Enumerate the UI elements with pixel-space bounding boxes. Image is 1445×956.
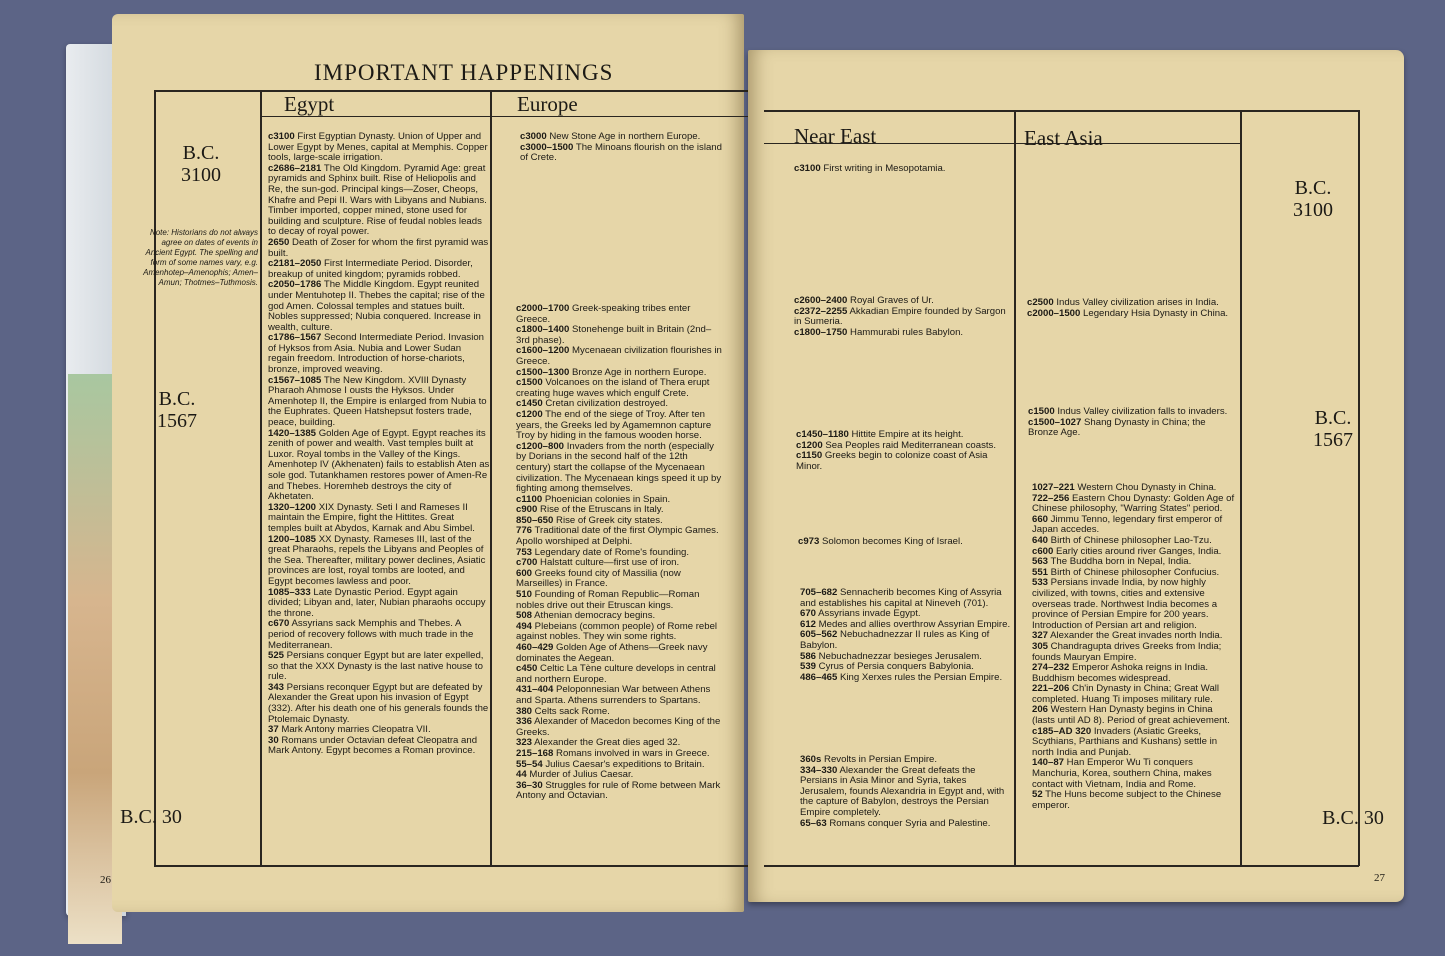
- entry-date: c1200: [516, 408, 543, 420]
- table-bottom-rule: [764, 865, 1359, 867]
- entry-date: 539: [800, 661, 817, 673]
- entry-date: 551: [1032, 566, 1049, 578]
- entry-date: 30: [268, 734, 279, 746]
- entry-text: Cyrus of Persia conquers Babylonia.: [816, 661, 974, 673]
- entry-text: Mycenaean civilization flourishes in Greece.: [516, 345, 722, 367]
- entry-text: Rise of Greek city states.: [553, 514, 663, 526]
- entry-text: Indus Valley civilization falls to invaders.: [1054, 406, 1228, 417]
- entry-date: 525: [268, 650, 285, 662]
- entry-date: 753: [516, 546, 533, 558]
- column-divider: [1014, 110, 1016, 866]
- entry-date: c2000–1700: [516, 303, 570, 314]
- entry-date: 460–429: [516, 642, 554, 653]
- entry-date: c1800–1750: [794, 326, 848, 338]
- entry-text: The New Kingdom. XVIII Dynasty Pharaoh Ahmose I ousts the Hyksos. Under Amenhotep II, the Empire is enlarged from Nubia to the Euphrates. Queen Hatshepsut fosters trade, peace, building.: [268, 374, 487, 429]
- era-label: B.C. 30: [1322, 807, 1384, 829]
- entry-text: Romans under Octavian defeat Cleopatra and Mark Antony. Egypt becomes a Roman province.: [268, 734, 478, 757]
- timeline-entry: [796, 451, 1010, 472]
- entry-date: c1500: [516, 377, 543, 389]
- table-top-rule: [154, 90, 748, 92]
- entry-date: 510: [516, 589, 533, 601]
- entry-text: Greeks found city of Massilia (now Marseilles) in France.: [516, 567, 681, 590]
- entry-text: First Intermediate Period. Disorder, breakup of united kingdom; pyramids robbed.: [268, 258, 473, 280]
- entry-date: c3000: [520, 131, 547, 142]
- entry-text: Invaders from the north (especially by Dorians in the second half of the 12th century) start the collapse of the Mycenaean civilization. The Mycenaean kings speed it up by fighting among themselves.: [516, 440, 722, 495]
- page-number: 27: [1374, 872, 1385, 884]
- timeline-entry: [516, 664, 724, 685]
- entry-date: 1320–1200: [268, 501, 317, 513]
- entry-date: 52: [1032, 789, 1043, 801]
- timeline-entry: [1032, 494, 1238, 515]
- entry-date: c2686–2181: [268, 162, 322, 174]
- entry-text: Julius Caesar's expeditions to Britain.: [542, 758, 705, 770]
- timeline-entry: [516, 410, 724, 442]
- entry-text: Sea Peoples raid Mediterranean coasts.: [822, 439, 997, 451]
- entry-date: 274–232: [1032, 662, 1070, 674]
- entry-date: 327: [1032, 630, 1049, 642]
- column-header-europe: Europe: [517, 92, 578, 116]
- entry-date: c1567–1085: [268, 374, 322, 386]
- timeline-entry: [794, 164, 1008, 175]
- entry-date: c1600–1200: [516, 345, 570, 357]
- timeline-entry: [516, 643, 724, 664]
- column-header-egypt: Egypt: [284, 92, 335, 116]
- entry-date: c2050–1786: [268, 279, 322, 291]
- entry-date: 776: [516, 525, 533, 537]
- entry-date: 360s: [800, 754, 822, 765]
- timeline-entry: [1032, 515, 1238, 536]
- entry-text: Phoenician colonies in Spain.: [542, 493, 671, 505]
- entry-text: King Xerxes rules the Persian Empire.: [837, 671, 1003, 683]
- timeline-entry: [516, 622, 724, 643]
- column-header-near-east: Near East: [794, 124, 877, 148]
- entry-text: First Egyptian Dynasty. Union of Upper and Lower Egypt by Menes, capital at Memphis. Copper tools, large-scale irrigation.: [268, 131, 488, 164]
- entry-text: Greek-speaking tribes enter Greece.: [516, 303, 691, 325]
- entry-text: Second Intermediate Period. Invasion of Hyksos from Asia. Nubia and Lower Sudan regain freedom. Introduction of horse-chariots, bronze, improved weaving.: [268, 332, 485, 376]
- entry-text: Assyrians sack Memphis and Thebes. A period of recovery follows with much trade in the Mediterranean.: [268, 618, 474, 651]
- timeline-entry: [268, 238, 490, 259]
- timeline-entry: [516, 717, 724, 738]
- timeline-entry: [268, 683, 490, 725]
- europe-events: [516, 304, 724, 802]
- entry-date: 1085–333: [268, 586, 311, 598]
- timeline-entry: [268, 736, 490, 757]
- entry-date: c3100: [794, 163, 821, 174]
- timeline-entry: [516, 590, 724, 611]
- historian-note: Note: Historians do not always agree on dates of events in Ancient Egypt. The spelling and form of some names vary, e.g. Amenhotep–Amenophis; Amen–Amun; Thotmes–Tuthmosis.: [143, 228, 258, 287]
- entry-date: 334–330: [800, 764, 838, 776]
- entry-text: Golden Age of Egypt. Egypt reaches its zenith of power and wealth. Vast temples built at Luxor. Royal tombs in the Valley of the Kings. Amenhotep IV (Akhenaten) fails to establish Aten as sole god. Tutankhamen restores power of Amen-Re and Thebes. Horemheb destroys the city of Akhetaten.: [268, 427, 490, 503]
- entry-text: Alexander the Great invades north India.: [1048, 630, 1223, 642]
- near-east-events: [800, 755, 1014, 829]
- entry-date: 55–54: [516, 758, 543, 770]
- entry-text: Eastern Chou Dynasty: Golden Age of Chinese philosophy, "Warring States" period.: [1032, 492, 1235, 515]
- timeline-entry: [516, 442, 724, 495]
- timeline-entry: [1032, 642, 1238, 663]
- entry-date: c3000–1500: [520, 141, 574, 153]
- timeline-entry: [800, 588, 1014, 609]
- timeline-entry: [1032, 727, 1238, 759]
- entry-date: c1800–1400: [516, 324, 570, 336]
- entry-date: 36–30: [516, 779, 543, 791]
- entry-text: Founding of Roman Republic—Roman nobles drive out their Etruscan kings.: [516, 589, 700, 611]
- table-top-rule: [764, 110, 1358, 112]
- timeline-entry: [516, 378, 724, 399]
- timeline-entry: [798, 537, 1012, 548]
- east-asia-events: [1027, 298, 1235, 319]
- entry-text: Nebuchadnezzar besieges Jerusalem.: [816, 650, 982, 662]
- entry-text: Persians conquer Egypt but are later expelled, so that the XXX Dynasty is the last native house to rule.: [268, 650, 484, 683]
- entry-text: The Minoans flourish on the island of Crete.: [520, 141, 722, 164]
- entry-text: Alexander the Great defeats the Persians in Asia Minor and Syria, takes Jerusalem, founds Alexandria in Egypt and, with the capture of Babylon, destroys the Persian Empire completely.: [800, 764, 1005, 818]
- entry-date: 37: [268, 724, 279, 736]
- entry-date: 323: [516, 737, 533, 749]
- entry-text: Mark Antony marries Cleopatra VII.: [278, 724, 431, 736]
- timeline-entry: [268, 503, 490, 535]
- entry-date: 533: [1032, 577, 1049, 589]
- entry-date: c450: [516, 663, 538, 675]
- entry-date: 44: [516, 769, 527, 781]
- entry-text: Jimmu Tenno, legendary first emperor of Japan accedes.: [1032, 513, 1223, 536]
- entry-text: The end of the siege of Troy. After ten years, the Greeks led by Agamemnon capture Troy by hiding in the famous wooden horse.: [516, 408, 712, 442]
- entry-date: 206: [1032, 704, 1049, 716]
- era-label: B.C. 30: [120, 806, 182, 828]
- entry-text: Celtic La Tène culture develops in central and northern Europe.: [516, 663, 716, 685]
- page-heading: IMPORTANT HAPPENINGS: [314, 60, 614, 85]
- entry-text: Nebuchadnezzar II rules as King of Babylon.: [800, 629, 990, 651]
- entry-text: Alexander the Great dies aged 32.: [532, 737, 681, 749]
- timeline-entry: [516, 346, 724, 367]
- timeline-entry: [516, 781, 724, 802]
- timeline-entry: [1032, 663, 1238, 684]
- entry-date: c973: [798, 536, 820, 547]
- entry-text: Alexander of Macedon becomes King of the Greeks.: [516, 716, 721, 738]
- entry-text: Chandragupta drives Greeks from India; founds Mauryan Empire.: [1032, 640, 1222, 663]
- entry-text: Cretan civilization destroyed.: [542, 398, 668, 410]
- entry-text: Late Dynastic Period. Egypt again divided; Libyan and, later, Nubian pharaohs occupy the throne.: [268, 586, 486, 619]
- entry-date: c2372–2255: [794, 305, 848, 317]
- entry-date: c3100: [268, 131, 295, 142]
- entry-date: 380: [516, 705, 533, 717]
- entry-date: c1450: [516, 398, 543, 410]
- entry-text: Assyrians invade Egypt.: [816, 608, 921, 620]
- timeline-entry: [520, 143, 724, 164]
- timeline-entry: [1027, 309, 1235, 320]
- entry-date: 605–562: [800, 629, 838, 641]
- entry-date: 2650: [268, 236, 290, 248]
- entry-date: 215–168: [516, 747, 554, 759]
- column-divider: [490, 90, 492, 866]
- table-left-rule: [154, 90, 156, 866]
- entry-text: First writing in Mesopotamia.: [820, 163, 946, 174]
- entry-date: 65–63: [800, 817, 827, 829]
- entry-text: Stonehenge built in Britain (2nd–3rd phase).: [516, 324, 712, 346]
- entry-text: Early cities around river Ganges, India.: [1053, 545, 1222, 557]
- entry-date: 431–404: [516, 684, 554, 696]
- entry-date: 705–682: [800, 587, 838, 598]
- entry-text: Romans involved in wars in Greece.: [553, 747, 710, 759]
- entry-text: Invaders (Asiatic Greeks, Scythians, Parthians and Kushans) settle in north India and Punjab.: [1032, 725, 1218, 758]
- left-page: [100, 14, 744, 912]
- entry-text: The Middle Kingdom. Egypt reunited under Mentuhotep II. Thebes the capital; rise of the god Amen. Colossal temples and statues built. Nobles suppressed; Nubia conquered. Increase in wealth, culture.: [268, 279, 485, 333]
- entry-date: 640: [1032, 534, 1049, 546]
- entry-date: 343: [268, 681, 285, 693]
- entry-text: The Huns become subject to the Chinese emperor.: [1032, 789, 1222, 811]
- entry-text: Emperor Ashoka reigns in India. Buddhism becomes widespread.: [1032, 662, 1209, 684]
- entry-date: 660: [1032, 513, 1049, 525]
- entry-text: Traditional date of the first Olympic Games. Apollo worshiped at Delphi.: [516, 525, 719, 548]
- entry-date: c2000–1500: [1027, 307, 1081, 319]
- entry-date: 563: [1032, 556, 1049, 568]
- timeline-entry: [268, 280, 490, 333]
- timeline-entry: [1032, 790, 1238, 811]
- entry-date: 670: [800, 608, 817, 620]
- era-label: B.C. 1567: [157, 388, 197, 432]
- timeline-entry: [516, 325, 724, 346]
- entry-date: 612: [800, 618, 817, 630]
- entry-date: 221–206: [1032, 683, 1070, 695]
- entry-date: c1500–1300: [516, 366, 570, 378]
- entry-text: Shang Dynasty in China; the Bronze Age.: [1028, 416, 1206, 439]
- entry-text: Halstatt culture—first use of iron.: [537, 557, 680, 569]
- entry-text: Hammurabi rules Babylon.: [847, 326, 964, 338]
- entry-text: Akkadian Empire founded by Sargon in Sumeria.: [794, 305, 1006, 328]
- entry-date: 140–87: [1032, 757, 1065, 769]
- table-bottom-rule: [154, 865, 748, 867]
- timeline-entry: [1032, 578, 1238, 631]
- entry-date: 586: [800, 650, 817, 662]
- timeline-entry: [800, 819, 1014, 830]
- egypt-events: [268, 132, 490, 757]
- entry-date: 722–256: [1032, 492, 1070, 504]
- timeline-entry: [1032, 684, 1238, 705]
- timeline-entry: [268, 535, 490, 588]
- entry-text: Western Han Dynasty begins in China (lasts until AD 8). Period of great achievement.: [1032, 704, 1230, 727]
- entry-text: Legendary Hsia Dynasty in China.: [1080, 307, 1229, 319]
- entry-text: Struggles for rule of Rome between Mark Antony and Octavian.: [516, 779, 721, 802]
- entry-text: Hittite Empire at its height.: [848, 429, 964, 440]
- entry-date: c700: [516, 557, 538, 569]
- column-divider: [1240, 110, 1242, 866]
- entry-date: 336: [516, 716, 533, 728]
- timeline-entry: [1032, 758, 1238, 790]
- entry-date: c2500: [1027, 297, 1054, 308]
- entry-text: Athenian democracy begins.: [532, 610, 656, 622]
- entry-text: Persians reconquer Egypt but are defeated by Alexander the Great upon his invasion of Egypt (332). After his death one of his generals founds the Ptolemaic Dynasty.: [268, 681, 489, 725]
- east-asia-events: [1028, 407, 1236, 439]
- right-page: [748, 50, 1404, 902]
- entry-date: c2181–2050: [268, 258, 322, 270]
- table-right-rule: [1358, 110, 1360, 866]
- entry-text: Royal Graves of Ur.: [847, 295, 934, 306]
- entry-text: Han Emperor Wu Ti conquers Manchuria, Korea, southern China, makes contact with Vietnam, India and Rome.: [1032, 757, 1212, 790]
- timeline-entry: [800, 766, 1014, 819]
- page-number: 26: [100, 874, 111, 886]
- timeline-entry: [516, 685, 724, 706]
- timeline-entry: [800, 630, 1014, 651]
- entry-date: 486–465: [800, 671, 838, 683]
- entry-date: c1100: [516, 493, 543, 505]
- timeline-entry: [516, 526, 724, 547]
- column-header-east-asia: East Asia: [1024, 126, 1103, 150]
- entry-text: New Stone Age in northern Europe.: [546, 131, 701, 142]
- near-east-events: [798, 537, 1012, 548]
- entry-date: c600: [1032, 545, 1054, 557]
- timeline-entry: [268, 429, 490, 503]
- entry-date: c1200: [796, 439, 823, 451]
- entry-text: Medes and allies overthrow Assyrian Empire.: [816, 618, 1011, 630]
- era-label: B.C. 1567: [1313, 407, 1353, 451]
- column-divider: [260, 90, 262, 866]
- entry-date: c2600–2400: [794, 295, 848, 306]
- entry-text: Birth of Chinese philosopher Confucius.: [1048, 566, 1220, 578]
- timeline-entry: [1028, 418, 1236, 439]
- entry-date: c900: [516, 504, 538, 516]
- entry-text: Greeks begin to colonize coast of Asia Minor.: [796, 450, 988, 472]
- entry-date: 600: [516, 567, 533, 579]
- entry-date: c1786–1567: [268, 332, 322, 344]
- entry-text: Plebeians (common people) of Rome rebel against nobles. They win some rights.: [516, 620, 718, 643]
- entry-date: 1027–221: [1032, 482, 1075, 493]
- timeline-entry: [268, 259, 490, 280]
- timeline-entry: [268, 132, 490, 164]
- entry-text: Celts sack Rome.: [532, 705, 610, 717]
- entry-date: 305: [1032, 640, 1049, 652]
- entry-text: XX Dynasty. Rameses III, last of the great Pharaohs, repels the Libyans and Peoples of the Sea. Thereafter, military power declines, Asiatic provinces are lost, royal tombs are looted, and Egypt becomes lawless and poor.: [268, 533, 486, 587]
- entry-text: Persians invade India, by now highly civilized, with towns, cities and extensive overseas trade. Northwest India becomes a province of Persian Empire for 200 years. Introduction of Persian art and religion.: [1032, 577, 1218, 631]
- timeline-entry: [794, 328, 1008, 339]
- entry-date: c1200–800: [516, 440, 565, 452]
- entry-date: c1500: [1028, 406, 1055, 417]
- entry-text: Golden Age of Athens—Greek navy dominates the Aegean.: [516, 642, 708, 664]
- entry-date: c670: [268, 618, 290, 630]
- entry-text: Indus Valley civilization arises in India.: [1053, 297, 1219, 308]
- era-label: B.C. 3100: [1293, 177, 1333, 221]
- timeline-entry: [268, 164, 490, 238]
- entry-text: Sennacherib becomes King of Assyria and establishes his capital at Nineveh (701).: [800, 587, 1002, 609]
- entry-date: 508: [516, 610, 533, 622]
- era-label: B.C. 3100: [181, 142, 221, 186]
- europe-events-early: [520, 132, 724, 164]
- entry-text: Western Chou Dynasty in China.: [1074, 482, 1217, 493]
- entry-text: Solomon becomes King of Israel.: [819, 536, 963, 547]
- timeline-entry: [800, 673, 1014, 684]
- entry-text: Romans conquer Syria and Palestine.: [826, 817, 991, 829]
- entry-text: The Buddha born in Nepal, India.: [1048, 556, 1192, 568]
- entry-text: Legendary date of Rome's founding.: [532, 546, 690, 558]
- entry-date: c1150: [796, 450, 823, 462]
- near-east-events: [800, 588, 1014, 683]
- entry-text: Rise of the Etruscans in Italy.: [537, 504, 664, 516]
- entry-text: XIX Dynasty. Seti I and Rameses II maintain the Empire, fight the Hittites. Great temples built at Abydos, Karnak and Abu Simbel.: [268, 501, 475, 534]
- entry-date: 1420–1385: [268, 427, 317, 439]
- near-east-events: [796, 430, 1010, 472]
- entry-text: Bronze Age in northern Europe.: [569, 366, 707, 378]
- timeline-entry: [516, 569, 724, 590]
- entry-text: Death of Zoser for whom the first pyramid was built.: [268, 236, 489, 259]
- east-asia-events: [1032, 483, 1238, 811]
- timeline-entry: [1032, 705, 1238, 726]
- entry-text: Ch'in Dynasty in China; Great Wall completed. Huang Ti imposes military rule.: [1032, 683, 1220, 705]
- entry-text: Birth of Chinese philosopher Lao-Tzu.: [1048, 534, 1212, 546]
- entry-text: Revolts in Persian Empire.: [821, 754, 938, 765]
- timeline-entry: [268, 588, 490, 620]
- entry-date: c185–AD 320: [1032, 725, 1092, 737]
- near-east-events: [794, 296, 1008, 338]
- entry-date: 850–650: [516, 514, 554, 526]
- timeline-entry: [516, 304, 724, 325]
- timeline-entry: [268, 333, 490, 375]
- timeline-entry: [794, 307, 1008, 328]
- near-east-events: [794, 164, 1008, 175]
- entry-text: Peloponnesian War between Athens and Sparta. Athens surrenders to Spartans.: [516, 684, 711, 706]
- timeline-entry: [268, 651, 490, 683]
- timeline-entry: [268, 619, 490, 651]
- entry-date: 1200–1085: [268, 533, 317, 545]
- timeline-entry: [268, 376, 490, 429]
- entry-date: c1500–1027: [1028, 416, 1082, 428]
- entry-text: The Old Kingdom. Pyramid Age: great pyramids and Sphinx built. Rise of Heliopolis and Re, the sun-god. Principal kings—Zoser, Cheops, Khafre and Pepi II. Wars with Libyans and Nubians. Timber imported, copper mined, stone used for building and sculpture. Rise of feudal nobles leads to decay of royal power.: [268, 162, 487, 238]
- entry-date: 494: [516, 620, 533, 632]
- entry-text: Murder of Julius Caesar.: [526, 769, 634, 781]
- entry-date: c1450–1180: [796, 429, 849, 440]
- entry-text: Volcanoes on the island of Thera erupt creating huge waves which engulf Crete.: [516, 377, 710, 399]
